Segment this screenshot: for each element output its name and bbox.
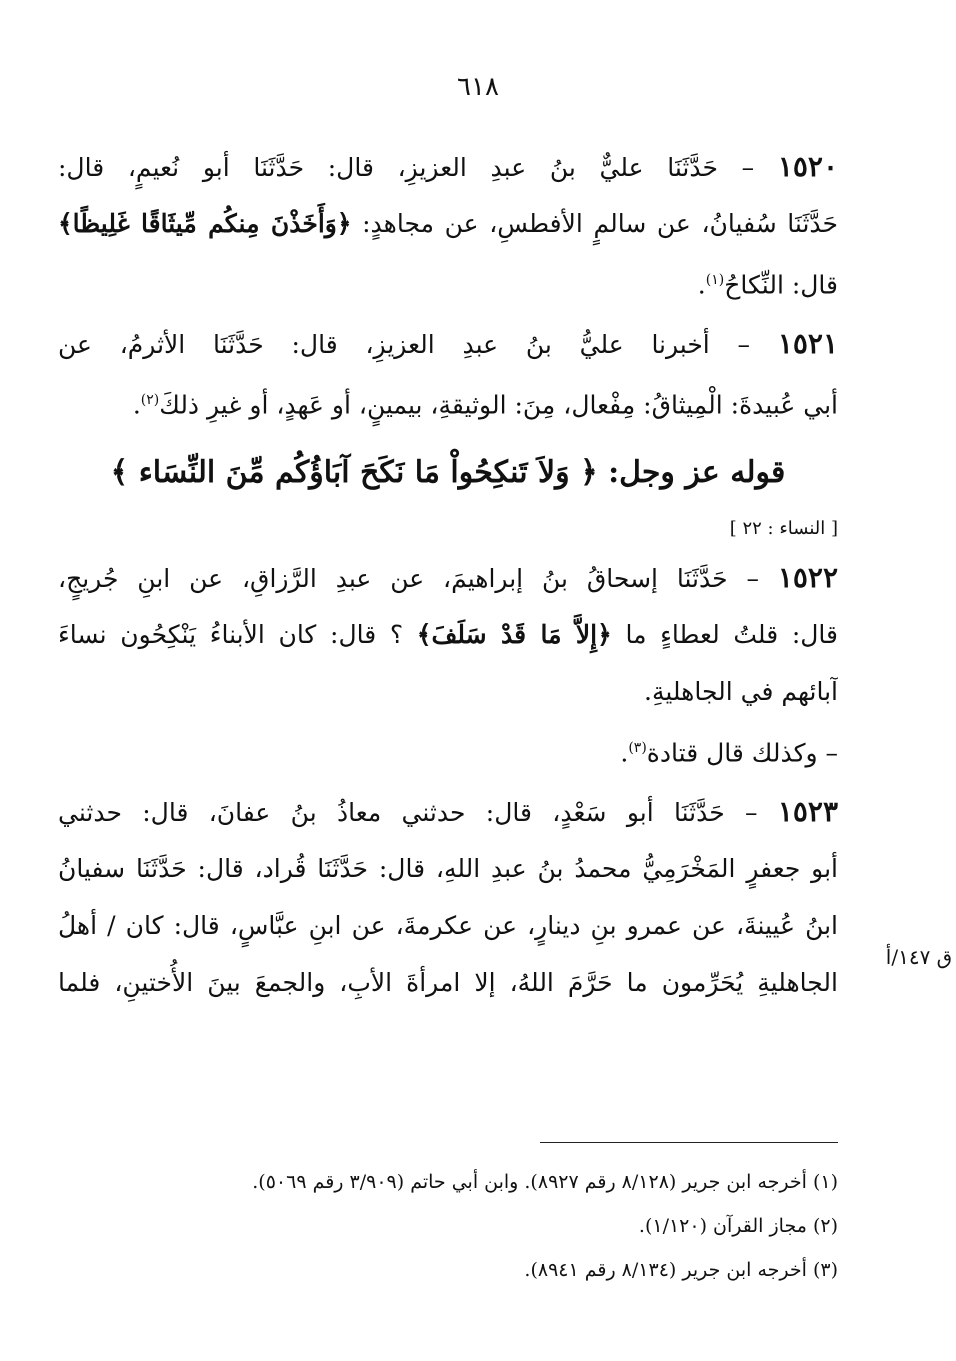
hadith-text: ابنُ عُيينةَ، عن عمرو بنِ دينارٍ، عن عكرمةَ، عن ابنِ عبَّاسٍ، قال: كان / أهلُ xyxy=(58,911,838,940)
page-number: ٦١٨ xyxy=(457,72,499,102)
quran-quote: ﴿إِلاَّ مَا قَدْ سَلَفَ﴾ xyxy=(416,620,612,649)
hadith-text: – حَدَّثَنَا عليٌّ بنُ عبدِ العزيزِ، قال: حَدَّثَنَا أبو نُعيمٍ، قال: xyxy=(58,153,778,182)
footnote-marker: (١) xyxy=(705,272,725,288)
hadith-text: أبي عُبيدةَ: الْمِيثاقُ: مِفْعال، مِنَ: الوثيقةِ، بيمينٍ، أو عَهدٍ، أو غيرِ ذلكَ xyxy=(159,390,838,420)
text-line xyxy=(58,606,838,663)
footnote-2: (٢) مجاز القرآن (١/١٢٠). xyxy=(638,1215,838,1237)
footnote-marker: (٣) xyxy=(628,740,647,756)
section-heading: قوله عز وجل: ﴿ وَلاَ تَنكِحُواْ مَا نَكَحَ آبَاؤُكُم مِّنَ النِّسَاء ﴾ xyxy=(110,455,786,490)
footnote-3: (٣) أخرجه ابن جرير (٨/١٣٤ رقم ٨٩٤١). xyxy=(524,1259,838,1281)
verse-reference: [ النساء : ٢٢ ] xyxy=(729,518,838,539)
hadith-1523 xyxy=(58,783,838,1011)
text-line xyxy=(58,840,838,897)
punctuation: . xyxy=(620,738,629,768)
hadith-text: – حَدَّثَنَا إسحاقُ بنُ إبراهيمَ، عن عبدِ الرَّزاقِ، عن ابنِ جُريجٍ، xyxy=(58,564,778,593)
text-line xyxy=(58,315,838,372)
hadith-text: – أخبرنا عليُّ بنُ عبدِ العزيزِ، قال: حَدَّثَنَا الأثرمُ، عن xyxy=(58,330,778,359)
text-line xyxy=(58,954,838,1011)
footnote-marker: (٢) xyxy=(140,392,160,408)
text-line xyxy=(58,549,838,606)
text-line xyxy=(58,252,838,309)
text-line xyxy=(58,195,838,252)
text-line xyxy=(58,372,838,429)
hadith-text: – وكذلك قال قتادة xyxy=(646,738,838,768)
hadith-1522 xyxy=(58,549,838,777)
hadith-text: قال: النِّكاحُ xyxy=(724,270,838,300)
hadith-number: ١٥٢٣ xyxy=(777,795,838,828)
text-line xyxy=(58,138,838,195)
footnote-1: (١) أخرجه ابن جرير (٨/١٢٨ رقم ٨٩٢٧). وابن أبي حاتم (٣/٩٠٩ رقم ٥٠٦٩). xyxy=(252,1171,838,1193)
hadith-text: آبائهم في الجاهليةِ. xyxy=(644,677,838,706)
punctuation: . xyxy=(132,390,141,420)
hadith-1520 xyxy=(58,138,838,309)
hadith-text: – حَدَّثَنَا أبو سَعْدٍ، قال: حدثني معاذُ بنُ عفانَ، قال: حدثني xyxy=(58,798,778,827)
hadith-text: قال: قلتُ لعطاءٍ ما xyxy=(611,620,838,649)
hadith-1521 xyxy=(58,315,838,429)
punctuation: . xyxy=(697,270,706,300)
hadith-number: ١٥٢٠ xyxy=(777,150,838,183)
hadith-number: ١٥٢١ xyxy=(777,327,838,360)
main-text xyxy=(58,138,838,1011)
text-line xyxy=(58,663,838,720)
footnotes xyxy=(58,1160,838,1292)
text-line xyxy=(58,897,838,954)
hadith-text: ؟ قال: كان الأبناءُ يَنْكِحُون نساءَ xyxy=(58,620,417,649)
quran-quote: ﴿وَأَخَذْنَ مِنكُم مِّيثَاقًا غَلِيظًا﴾ xyxy=(58,209,352,238)
manuscript-margin-note: ق ١٤٧/أ xyxy=(885,945,953,969)
hadith-text: الجاهليةِ يُحَرِّمون ما حَرَّمَ اللهُ، إلا امرأةَ الأبِ، والجمعَ بينَ الأُختينِ، فلما xyxy=(58,968,838,997)
footnote-divider xyxy=(540,1142,838,1143)
text-line xyxy=(58,783,838,840)
hadith-text: حَدَّثَنَا سُفيانُ، عن سالمٍ الأفطسِ، عن مجاهدٍ: xyxy=(351,209,838,238)
hadith-text: أبو جعفرٍ المَخْرَمِيُّ محمدُ بنُ عبدِ اللهِ، قال: حَدَّثَنَا قُراد، قال: حَدَّثَنَا سفيانُ xyxy=(58,854,838,883)
text-line xyxy=(58,720,838,777)
hadith-number: ١٥٢٢ xyxy=(777,561,838,594)
